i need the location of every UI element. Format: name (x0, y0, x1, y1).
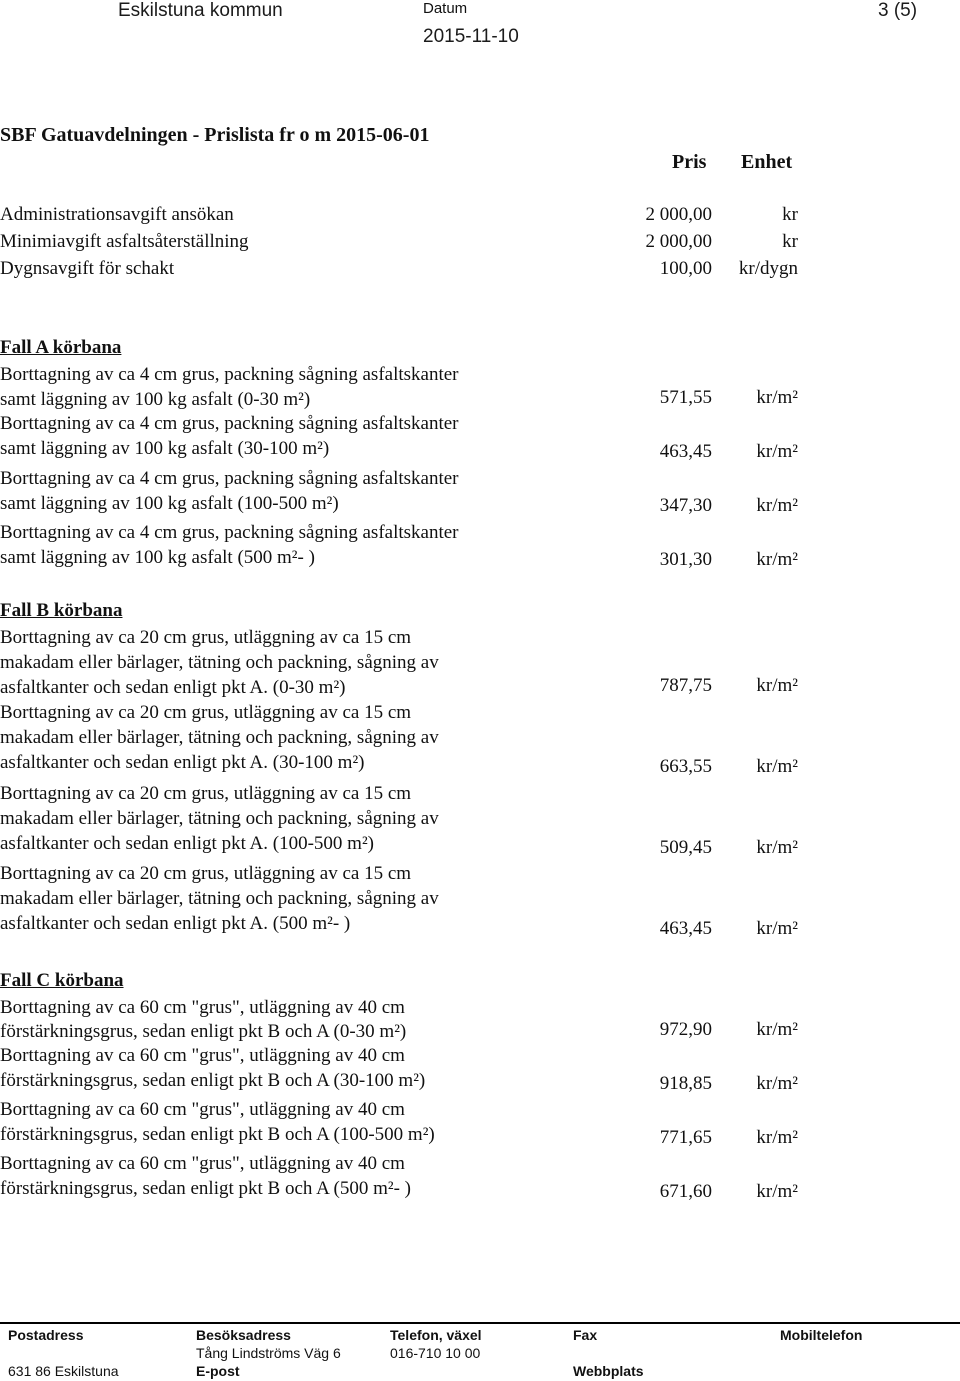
row-unit: kr/m² (756, 495, 798, 516)
row-description-line: asfaltkanter och sedan enligt pkt A. (500 m²- ) (0, 913, 351, 934)
row-unit: kr/m² (756, 1073, 798, 1094)
row-description-line: Borttagning av ca 60 cm "grus", utläggning av 40 cm (0, 997, 405, 1018)
fee-label: Dygnsavgift för schakt (0, 258, 175, 279)
row-unit: kr/m² (756, 549, 798, 570)
row-description-line: Borttagning av ca 60 cm "grus", utläggning av 40 cm (0, 1099, 405, 1120)
row-unit: kr/m² (756, 387, 798, 408)
footer-divider (0, 1322, 960, 1324)
section-heading: Fall A körbana (0, 337, 122, 358)
row-description-line: Borttagning av ca 60 cm "grus", utläggning av 40 cm (0, 1045, 405, 1066)
row-price: 347,30 (659, 495, 712, 516)
row-description-line: Borttagning av ca 4 cm grus, packning sågning asfaltskanter (0, 468, 459, 489)
row-description-line: samt läggning av 100 kg asfalt (0-30 m²) (0, 389, 311, 410)
section-heading: Fall C körbana (0, 970, 124, 991)
header-date-label: Datum (423, 0, 468, 17)
row-unit: kr/m² (756, 675, 798, 696)
row-description-line: makadam eller bärlager, tätning och packning, sågning av (0, 808, 439, 829)
row-unit: kr/m² (756, 441, 798, 462)
column-header-unit: Enhet (741, 151, 793, 173)
row-description-line: Borttagning av ca 60 cm "grus", utläggning av 40 cm (0, 1153, 405, 1174)
row-description-line: Borttagning av ca 4 cm grus, packning sågning asfaltskanter (0, 413, 459, 434)
row-unit: kr/m² (756, 918, 798, 939)
footer-webbplats-label: Webbplats (573, 1363, 644, 1379)
row-price: 463,45 (659, 918, 712, 939)
row-description-line: asfaltkanter och sedan enligt pkt A. (30-100 m²) (0, 752, 365, 773)
row-description-line: förstärkningsgrus, sedan enligt pkt B och A (0-30 m²) (0, 1021, 407, 1042)
footer-fax-label: Fax (573, 1327, 598, 1343)
row-description-line: makadam eller bärlager, tätning och packning, sågning av (0, 888, 439, 909)
header-date-value: 2015-11-10 (423, 26, 519, 47)
row-description-line: samt läggning av 100 kg asfalt (500 m²- ) (0, 547, 315, 568)
row-description-line: Borttagning av ca 20 cm grus, utläggning av ca 15 cm (0, 702, 412, 723)
row-description-line: förstärkningsgrus, sedan enligt pkt B och A (100-500 m²) (0, 1124, 435, 1145)
row-unit: kr/m² (756, 837, 798, 858)
row-unit: kr/m² (756, 1181, 798, 1202)
column-header-price: Pris (672, 151, 707, 173)
row-price: 509,45 (659, 837, 712, 858)
row-unit: kr/m² (756, 1019, 798, 1040)
fee-unit: kr (782, 231, 798, 252)
row-description-line: Borttagning av ca 20 cm grus, utläggning av ca 15 cm (0, 863, 412, 884)
footer-telefon-label: Telefon, växel (390, 1327, 482, 1343)
row-description-line: asfaltkanter och sedan enligt pkt A. (100-500 m²) (0, 833, 374, 854)
row-price: 771,65 (659, 1127, 712, 1148)
row-description-line: samt läggning av 100 kg asfalt (100-500 m²) (0, 493, 339, 514)
row-description-line: makadam eller bärlager, tätning och packning, sågning av (0, 727, 439, 748)
fee-unit: kr/dygn (738, 258, 798, 279)
row-price: 972,90 (659, 1019, 712, 1040)
row-unit: kr/m² (756, 1127, 798, 1148)
footer-epost-label: E-post (196, 1363, 240, 1379)
fee-price: 2 000,00 (645, 204, 712, 225)
row-price: 663,55 (659, 756, 712, 777)
footer-postadress-value: 631 86 Eskilstuna (8, 1363, 119, 1379)
header-page-number: 3 (5) (878, 0, 918, 21)
row-price: 918,85 (659, 1073, 712, 1094)
footer-besoksadress-label: Besöksadress (196, 1327, 291, 1343)
section-heading: Fall B körbana (0, 600, 123, 621)
row-description-line: Borttagning av ca 20 cm grus, utläggning av ca 15 cm (0, 627, 412, 648)
row-description-line: makadam eller bärlager, tätning och packning, sågning av (0, 652, 439, 673)
row-description-line: förstärkningsgrus, sedan enligt pkt B och A (500 m²- ) (0, 1178, 411, 1199)
row-price: 463,45 (659, 441, 712, 462)
row-price: 571,55 (659, 387, 712, 408)
row-description-line: förstärkningsgrus, sedan enligt pkt B och A (30-100 m²) (0, 1070, 426, 1091)
row-description-line: samt läggning av 100 kg asfalt (30-100 m²) (0, 438, 330, 459)
footer-postadress-label: Postadress (8, 1327, 84, 1343)
row-description-line: Borttagning av ca 4 cm grus, packning sågning asfaltskanter (0, 522, 459, 543)
row-description-line: Borttagning av ca 20 cm grus, utläggning av ca 15 cm (0, 783, 412, 804)
fee-price: 100,00 (659, 258, 712, 279)
row-price: 787,75 (659, 675, 712, 696)
row-unit: kr/m² (756, 756, 798, 777)
footer-besoksadress-value: Tång Lindströms Väg 6 (196, 1345, 341, 1361)
fee-label: Minimiavgift asfaltsåterställning (0, 231, 249, 252)
row-description-line: asfaltkanter och sedan enligt pkt A. (0-30 m²) (0, 677, 346, 698)
page-title: SBF Gatuavdelningen - Prislista fr o m 2015-06-01 (0, 124, 430, 146)
fee-unit: kr (782, 204, 798, 225)
footer-telefon-value: 016-710 10 00 (390, 1345, 481, 1361)
row-price: 671,60 (659, 1181, 712, 1202)
row-description-line: Borttagning av ca 4 cm grus, packning sågning asfaltskanter (0, 364, 459, 385)
fee-price: 2 000,00 (645, 231, 712, 252)
fee-label: Administrationsavgift ansökan (0, 204, 234, 225)
row-price: 301,30 (659, 549, 712, 570)
header-org: Eskilstuna kommun (118, 0, 283, 21)
footer-mobiltelefon-label: Mobiltelefon (780, 1327, 863, 1343)
